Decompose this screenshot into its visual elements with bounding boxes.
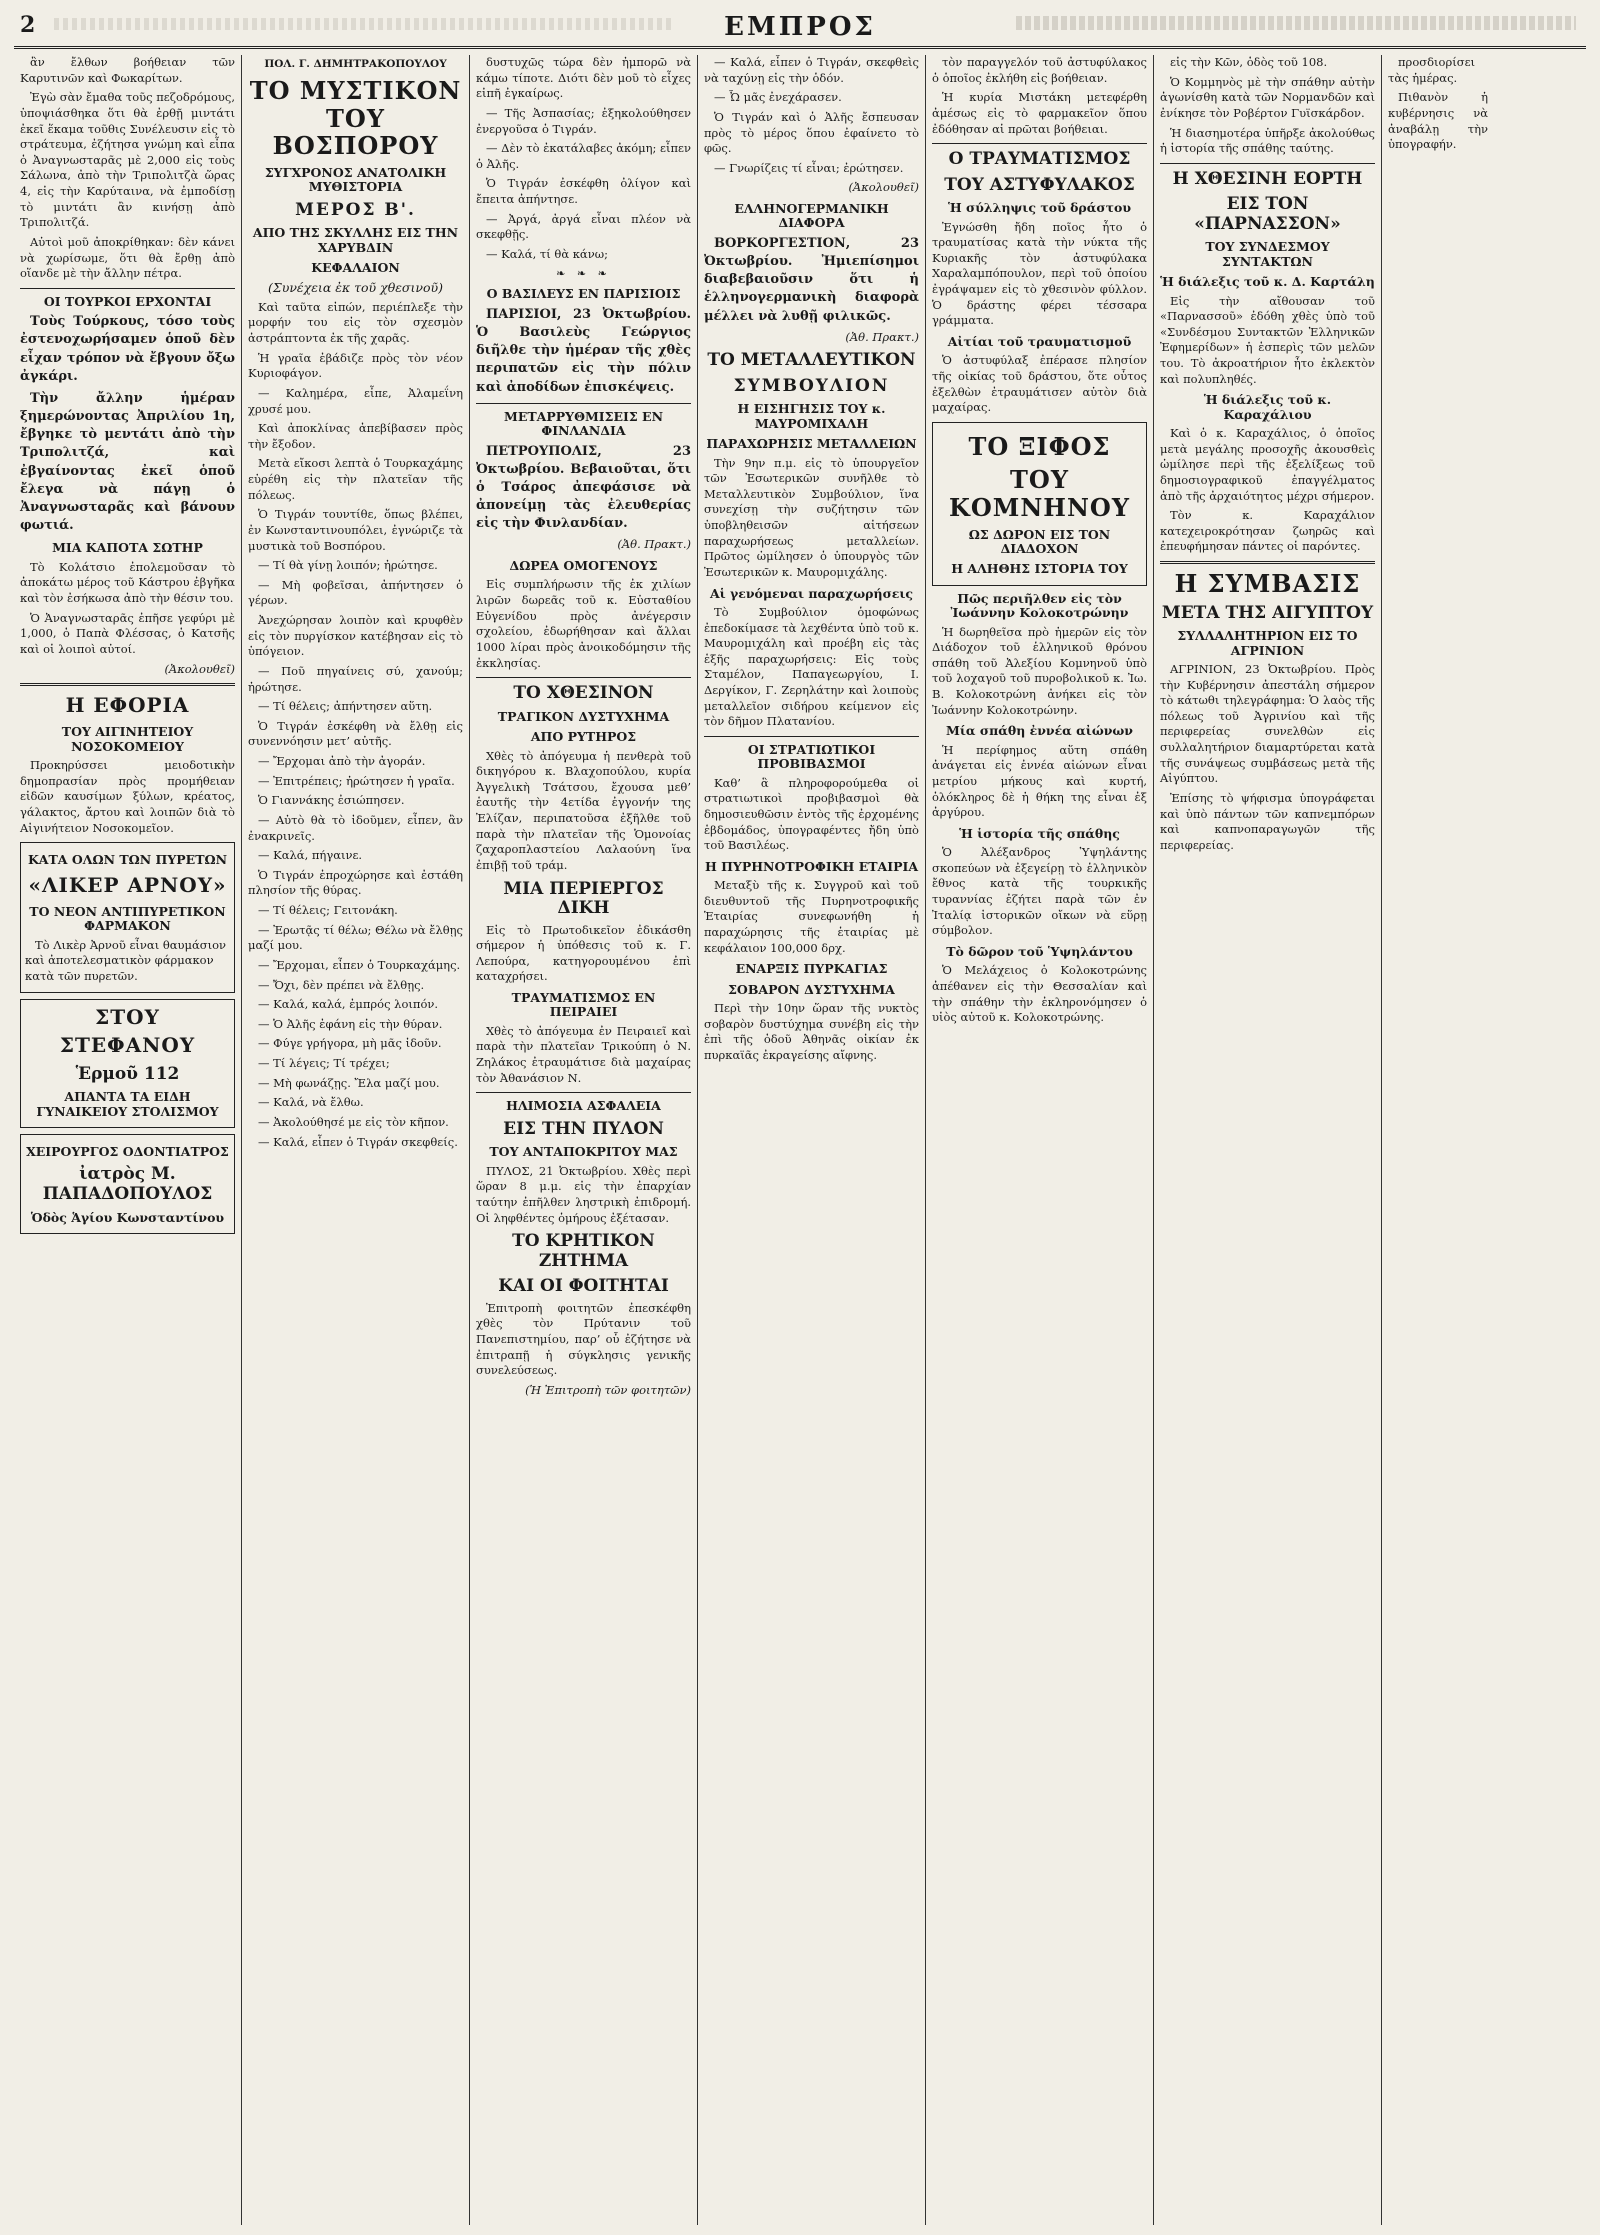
paragraph: — Μὴ φωνάζῃς. Ἔλα μαζί μου.	[258, 1075, 440, 1090]
section-subheading: ΤΟΥ ΑΝΤΑΠΟΚΡΙΤΟΥ ΜΑΣ	[489, 1144, 678, 1160]
paragraph: Μεταξὺ τῆς κ. Συγγροῦ καὶ τοῦ διευθυντοῦ τῆς Πυρηνοτροφικῆς Ἑταιρίας συνεφωνήθη ἡ παραχώρησις τῆς ἑταιρίας μὲ κεφάλαιον 100,000 δρχ.	[704, 878, 919, 955]
paragraph: — Τί θέλεις; Γειτονάκη.	[258, 903, 398, 918]
paragraph: — Αὐτὸ θὰ τὸ ἰδοῦμεν, εἶπεν, ἂν ἐνακρινεῖς.	[248, 812, 463, 843]
divider	[704, 736, 919, 737]
serial-part-subtitle: ΑΠΟ ΤΗΣ ΣΚΥΛΛΗΣ ΕΙΣ ΤΗΝ ΧΑΡΥΒΔΙΝ	[252, 225, 459, 255]
section-heading: Ο ΒΑΣΙΛΕΥΣ ΕΝ ΠΑΡΙΣΙΟΙΣ	[486, 286, 681, 302]
ad-text: Ὁδὸς Ἁγίου Κωνσταντίνου	[30, 1209, 225, 1225]
section-subheading: Ἡ διάλεξις τοῦ κ. Δ. Καρτάλη	[1160, 274, 1375, 290]
ornament-divider: ❧ ❧ ❧	[556, 266, 611, 280]
continued-note: (Ἀκολουθεῖ)	[164, 661, 235, 676]
section-heading: ΜΕΤΑ ΤΗΣ ΑΙΓΥΠΤΟΥ	[1161, 602, 1374, 623]
headline-box	[932, 422, 1147, 586]
paragraph: ΠΥΛΟΣ, 21 Ὀκτωβρίου. Χθὲς περὶ ὥραν 8 μ.μ. εἰς τὴν ἐπαρχίαν ταύτην ἐπῆλθεν ληστρικὴ ἐπιδρομή. Οἱ ληφθέντες ὁμήρους ἐξέτασαν.	[476, 1163, 691, 1225]
paragraph: — Τί λέγεις; Τί τρέχει;	[258, 1056, 390, 1071]
bold-paragraph: ΠΕΤΡΟΥΠΟΛΙΣ, 23 Ὀκτωβρίου. Βεβαιοῦται, ὅτι ὁ Τσάρος ἀπεφάσισε νὰ ἀπονείμῃ τὰς ἐλευθερίας εἰς τὴν Φινλανδίαν.	[476, 443, 691, 532]
divider	[932, 143, 1147, 144]
paragraph: — Δὲν τὸ ἐκατάλαβες ἀκόμη; εἶπεν ὁ Ἀλῆς.	[476, 141, 691, 171]
paragraph: Ἡ διασημοτέρα ὑπῆρξε ἀκολούθως ἡ ἱστορία τῆς σπάθης ταύτης.	[1160, 125, 1375, 156]
paragraph: Πιθανὸν ἡ κυβέρνησις νὰ ἀναβάλῃ τὴν ὑπογραφήν.	[1388, 90, 1488, 152]
paragraph: Τὴν 9ην π.μ. εἰς τὸ ὑπουργεῖον τῶν Ἐσωτερικῶν συνῆλθε τὸ Μεταλλευτικὸν Συμβούλιον, ἵνα συνεχίσῃ τὴν συζήτησιν τῶν ὑποβληθεισῶν αἰτήσεων παραχωρήσεως μεταλλείων. Πρῶτος ὡμίλησεν ὁ ὑπουργὸς τῶν Ἐσωτερικῶν κ. Μαυρομιχάλης.	[704, 455, 919, 579]
section-subheading: ΚΑΙ ΟΙ ΦΟΙΤΗΤΑΙ	[498, 1276, 669, 1297]
masthead	[14, 8, 1586, 49]
paragraph: εἰς τὴν Κῶν, ὁδὸς τοῦ 108.	[1170, 55, 1328, 69]
section-heading: ΜΙΑ ΠΕΡΙΕΡΓΟΣ ΔΙΚΗ	[503, 878, 664, 919]
paragraph: — Καλά, νὰ ἔλθω.	[258, 1095, 364, 1110]
faded-header-text-right	[1016, 16, 1576, 30]
paragraph: Ἀνεχώρησαν λοιπὸν καὶ κρυφθὲν εἰς τὸν πυργίσκον κατέβησαν εἰς τὸ ὑπόγειον.	[248, 613, 463, 659]
paragraph: Καὶ ὁ κ. Καραχάλιος, ὁ ὁποῖος μετὰ μεγάλης προσοχῆς ἀκουσθεὶς ὡμίλησε περὶ τῆς ἐξελίξεως τοῦ δημοσιογραφικοῦ ἐπαγγέλματος ἀπὸ τῆς ἀρχαιότητος μέχρι σήμερον.	[1160, 426, 1375, 503]
paragraph: ΑΓΡΙΝΙΟΝ, 23 Ὀκτωβρίου. Πρὸς τὴν Κυβέρνησιν ἀπεστάλη σήμερον τὸ κάτωθι τηλεγράφημα: Ὁ λαὸς τῆς πόλεως τοῦ Ἀγρινίου καὶ τῆς περιφερείας συνελθὼν εἰς συλλαλητήριον διαμαρτύρεται κατὰ τῆς συνάψεως συμβάσεως μετὰ τῆς Αἰγύπτου.	[1160, 661, 1375, 786]
paragraph: Καὶ ἀποκλίνας ἀπεβίβασεν πρὸς τὴν ἔξοδον.	[248, 421, 463, 451]
section-subheading: ΠΑΡΑΧΩΡΗΣΙΣ ΜΕΤΑΛΛΕΙΩΝ	[706, 436, 917, 452]
section-subheading: ΩΣ ΔΩΡΟΝ ΕΙΣ ΤΟΝ ΔΙΑΔΟΧΟΝ	[968, 526, 1111, 556]
ad-address: Ἑρμοῦ 112	[75, 1063, 180, 1084]
section-subheading: Η ΑΛΗΘΗΣ ΙΣΤΟΡΙΑ ΤΟΥ	[951, 561, 1128, 577]
paragraph: Ὁ Γιαννάκης ἐσιώπησεν.	[258, 793, 405, 808]
paragraph: — Ὄχι, δὲν πρέπει νὰ ἔλθῃς.	[258, 977, 425, 992]
column-2	[242, 55, 470, 2225]
paragraph: προσδιορίσει τὰς ἡμέρας.	[1388, 55, 1476, 85]
section-subheading: ΤΟΥ ΣΥΝΔΕΣΜΟΥ ΣΥΝΤΑΚΤΩΝ	[1205, 239, 1330, 269]
paragraph: — Ἔρχομαι ἀπὸ τὴν ἀγοράν.	[258, 754, 426, 769]
paragraph: Ὁ Τιγράν ἐσκέφθη νὰ ἔλθῃ εἰς συνεννόησιν μετ’ αὐτῆς.	[248, 718, 463, 749]
ad-box-liker	[20, 842, 235, 993]
paragraph: — Ἔρχομαι, εἶπεν ὁ Τουρκαχάμης.	[258, 957, 461, 972]
section-subheading: ΕΙΣ ΤΗΝ ΠΥΛΟΝ	[503, 1118, 664, 1139]
serial-title: ΤΟ ΜΥΣΤΙΚΟΝ ΤΟΥ ΒΟΣΠΟΡΟΥ	[249, 76, 462, 161]
paragraph: Ἐπίσης τὸ ψήφισμα ὑπογράφεται καὶ ὑπὸ πάντων τῶν καπνεμπόρων καὶ καπνοπαραγωγῶν τῆς περιφερείας.	[1160, 790, 1375, 852]
paragraph: — Ἐπιτρέπεις; ἠρώτησεν ἡ γραῖα.	[258, 773, 455, 788]
paragraph: — Ἀκολούθησέ με εἰς τὸν κῆπον.	[258, 1114, 449, 1129]
paragraph: Τὸ Κολάτσιο ἐπολεμοῦσαν τὸ ἀποκάτω μέρος τοῦ Κάστρου ἐβγῆκα καὶ τὸν ἐσήκωσα ἀπὸ τὴν θέσιν του.	[20, 559, 235, 605]
column-6	[1154, 55, 1382, 2225]
serial-chapter: ΚΕΦΑΛΑΙΟΝ	[311, 260, 400, 276]
section-heading: ΤΟ ΚΡΗΤΙΚΟΝ ΖΗΤΗΜΑ	[512, 1231, 655, 1271]
paragraph: τὸν παραγγελόν τοῦ ἀστυφύλακος ὁ ὁποῖος ἐκλήθη εἰς βοήθειαν.	[932, 55, 1147, 85]
section-subheading: Ἡ σύλληψις τοῦ δράστου	[948, 200, 1131, 216]
column-7	[1382, 55, 1494, 2225]
paragraph: — Ὁ Ἀλῆς ἐφάνη εἰς τὴν θύραν.	[258, 1016, 443, 1031]
ad-product-name: «ΛΙΚΕΡ ΑΡΝΟΥ»	[28, 872, 227, 897]
paragraph: ἂν ἔλθων βοήθειαν τῶν Καρυτινῶν καὶ Φωκαρίτων.	[20, 55, 235, 85]
paragraph: — Τῆς Ἀσπασίας; ἐξηκολούθησεν ἐνεργοῦσα ὁ Τιγράν.	[476, 105, 691, 136]
serial-subtitle: ΣΥΓΧΡΟΝΟΣ ΑΝΑΤΟΛΙΚΗ ΜΥΘΙΣΤΟΡΙΑ	[264, 165, 447, 195]
divider	[476, 677, 691, 678]
section-subheading: Αἰτίαι τοῦ τραυματισμοῦ	[947, 333, 1132, 349]
bold-paragraph: Τὴν ἄλλην ἡμέραν ξημερώνοντας Ἀπριλίου 1η, ἔβγηκε τὸ μεντάτι ἀπὸ τὴν Τριπολιτζά, καὶ ἐβγαίνοντας ἐκεῖ ὁποῦ ἔλεγα νὰ πάγῃ ὁ Ἀναγνωσταρᾶς καὶ βάνουν φωτιά.	[20, 390, 235, 534]
section-heading: ΣΥΜΒΟΥΛΙΟΝ	[733, 375, 890, 396]
paragraph: — Ποῦ πηγαίνεις σύ, χανούμ; ἠρώτησε.	[248, 663, 463, 694]
paragraph: — Γνωρίζεις τί εἶναι; ἐρώτησεν.	[714, 160, 904, 175]
paragraph: — Τί θὰ γίνῃ λοιπόν; ἠρώτησε.	[258, 558, 438, 573]
paragraph: — Καλά, τί θὰ κάνω;	[486, 246, 608, 261]
paragraph: — Ὦ μᾶς ἐνεχάρασεν.	[714, 90, 842, 105]
column-1	[14, 55, 242, 2225]
bold-paragraph: ΒΟΡΚΟΡΓΕΣΤΙΟΝ, 23 Ὀκτωβρίου. Ἠμιεπίσημοι διαβεβαιοῦσιν ὅτι ἡ ἑλληνογερμανικὴ διαφορὰ μέλλει νὰ λυθῇ φιλικῶς.	[704, 235, 919, 324]
ad-title: ΚΑΤΑ ΟΛΩΝ ΤΩΝ ΠΥΡΕΤΩΝ	[27, 852, 228, 868]
paragraph: Ὁ Τιγράν ἐσκέφθη ὀλίγον καὶ ἔπειτα ἀπήντησε.	[476, 176, 691, 206]
ad-title: ΣΤΟΥ ΣΤΕΦΑΝΟΥ	[59, 1005, 196, 1057]
ad-title: Η ΕΦΟΡΙΑ	[65, 693, 190, 718]
ad-subtitle: ΤΟΥ ΑΙΓΙΝΗΤΕΙΟΥ ΝΟΣΟΚΟΜΕΙΟΥ	[61, 724, 194, 754]
column-4	[698, 55, 926, 2225]
section-subheading: ΤΡΑΓΙΚΟΝ ΔΥΣΤΥΧΗΜΑ	[497, 708, 670, 724]
paragraph: Ἐγνώσθη ἤδη ποῖος ἦτο ὁ τραυματίσας κατὰ τὴν νύκτα τῆς Κυριακῆς τὸν ἀστυφύλακα Χαραλαμπόπουλον, περὶ τοῦ ὁποίου ἐγράψαμεν εἰς τὸ χθεσινὸν φύλλον. Ὁ δράστης φέρει τέσσαρα γράμματα.	[932, 219, 1147, 328]
section-subheading: Ἡ ἱστορία τῆς σπάθης	[959, 825, 1120, 841]
paragraph: Ἡ κυρία Μιστάκη μετεφέρθη ἀμέσως εἰς τὸ φαρμακεῖον ὅπου ἐδόθησαν αἱ πρῶται βοήθειαι.	[932, 90, 1147, 136]
section-heading: ΗΛΙΜΟΣΙΑ ΑΣΦΑΛΕΙΑ	[506, 1098, 661, 1114]
column-5	[926, 55, 1154, 2225]
section-subheading: Τὸ δῶρον τοῦ Ὑψηλάντου	[946, 943, 1133, 959]
paragraph: Εἰς τὴν αἴθουσαν τοῦ «Παρνασσοῦ» ἐδόθη χθὲς ὑπὸ τοῦ «Συνδέσμου Συντακτῶν Ἑλληνικῶν Ἐφημερίδων» ἡ ἑσπερὶς τῶν μελῶν του. Τὸ ἀκροατήριον ἦτο ἐκλεκτὸν καὶ πολυπληθές.	[1160, 293, 1375, 386]
continuation-note: (Συνέχεια ἐκ τοῦ χθεσινοῦ)	[268, 280, 443, 296]
paragraph: — Φύγε γρήγορα, μὴ μᾶς ἰδοῦν.	[258, 1036, 442, 1051]
columns	[14, 55, 1586, 2225]
section-subheading: Πῶς περιῆλθεν εἰς τὸν Ἰωάννην Κολοκοτρώνην	[950, 590, 1129, 621]
section-subheading: ΑΠΟ ΡΥΤΗΡΟΣ	[530, 729, 637, 745]
section-subheading: Ἡ διάλεξις τοῦ κ. Καραχάλιου	[1203, 392, 1332, 422]
paragraph: Ἡ γραῖα ἐβάδιζε πρὸς τὸν νέον Κυριοφάγον.	[248, 350, 463, 381]
section-subheading: ΣΟΒΑΡΟΝ ΔΥΣΤΥΧΗΜΑ	[728, 981, 895, 997]
paragraph: Μετὰ εἴκοσι λεπτὰ ὁ Τουρκαχάμης εὑρέθη εἰς τὴν πλατεῖαν τῆς πόλεως.	[248, 456, 463, 502]
paragraph: δυστυχῶς τώρα δὲν ἠμπορῶ νὰ κάμω τίποτε. Διότι δὲν μοῦ τὸ εἶχες εἰπῆ ἐγκαίρως.	[476, 55, 691, 101]
ad-box-dentist	[20, 1134, 235, 1234]
divider	[1160, 163, 1375, 164]
paragraph: — Καλά, εἶπεν ὁ Τιγράν σκεφθείς.	[258, 1134, 458, 1149]
section-heading: ΟΙ ΤΟΥΡΚΟΙ ΕΡΧΟΝΤΑΙ	[43, 293, 212, 309]
divider	[20, 683, 235, 686]
paragraph: — Ἀργά, ἀργά εἶναι πλέον νὰ σκεφθῇς.	[476, 211, 691, 242]
paragraph: Ὁ Ἀλέξανδρος Ὑψηλάντης σκοπεύων νὰ ἐξεγείρῃ τὸ ἑλληνικὸν ἔθνος κατὰ τῆς τουρκικῆς τυραννίας ἐζήτει παρὰ τῶν ἐν Ἰταλίᾳ ἱστορικῶν οἴκων νὰ εὕρῃ σύμβολον.	[932, 845, 1147, 938]
section-subheading: ΣΥΛΛΑΛΗΤΗΡΙΟΝ ΕΙΣ ΤΟ ΑΓΡΙΝΙΟΝ	[1177, 628, 1358, 658]
ad-text: ΑΠΑΝΤΑ ΤΑ ΕΙΔΗ ΓΥΝΑΙΚΕΙΟΥ ΣΤΟΛΙΣΜΟΥ	[36, 1089, 219, 1119]
paragraph: Ὁ ἀστυφύλαξ ἐπέρασε πλησίον τῆς οἰκίας τοῦ δράστου, ὅτε οὗτος ἐξελθὼν ἐτραυμάτισεν αὐτὸν διὰ μαχαίρας.	[932, 353, 1147, 415]
paragraph: Ἐγὼ σὰν ἔμαθα τοῦς πεζοδρόμους, ὑποψιάσθηκα ὅτι θὰ ἐρθῇ μιντάτι ἐκεῖ ἕκαμα τοῦθις Συνέλευσιν εἰς τὸ στράτευμα, ἐζήτησα γνώμη καὶ εἶπα ὁ Ἀναγνωσταρᾶς μὲ 2,000 εἰς τοὺς Σάλωνα, ἀπὸ τὴν Τριπολιτζὰ ὥρας 4, εἰς τὴν Καρύταινα, νὰ ἐμποδίσῃ τὸ μιντάτι ἂν κινήσῃ ἀπὸ Τριπολιτζά.	[20, 90, 235, 230]
serial-part: ΜΕΡΟΣ Β'.	[295, 199, 416, 220]
section-heading: ΤΟ ΜΕΤΑΛΛΕΥΤΙΚΟΝ	[707, 350, 916, 371]
paragraph: Χθὲς τὸ ἀπόγευμα ἡ πενθερὰ τοῦ δικηγόρου κ. Βλαχοπούλου, κυρία Ἀγγελικὴ Τσάτσου, ἔχουσα μεθ’ ἑαυτῆς τὴν 4ετίδα ἐγγονήν της Ἐλίζαν, περιπατοῦσα ἐξῆλθε τοῦ παρὰ τὴν πλατεῖαν τῆς Ὁμονοίας ζαχαροπλαστείου Λαλαούνη ἵνα ἐπιβῇ τοῦ τράμ.	[476, 748, 691, 872]
paragraph: Καθ’ ἃ πληροφορούμεθα οἱ στρατιωτικοὶ προβιβασμοὶ θὰ δημοσιευθῶσιν ἐντὸς τῆς ἐρχομένης ἑβδομάδος, ὑπογραφέντες ἤδη ὑπὸ τοῦ Βασιλέως.	[704, 775, 919, 853]
paragraph: Ὁ Τιγράν καὶ ὁ Ἀλῆς ἔσπευσαν πρὸς τὸ μέρος ὅπου ἐφαίνετο τὸ φῶς.	[704, 109, 919, 156]
section-heading: ΜΙΑ ΚΑΠΟΤΑ ΣΩΤΗΡ	[52, 540, 203, 556]
paragraph: Εἰς τὸ Πρωτοδικεῖον ἐδικάσθη σήμερον ἡ ὑπόθεσις τοῦ κ. Γ. Λεπούρα, κατηγορουμένου ἐπὶ καταχρήσει.	[476, 922, 691, 984]
paragraph: Τὸ Συμβούλιον ὁμοφώνως ἐπεδοκίμασε τὰ λεχθέντα ὑπὸ τοῦ κ. Μαυρομιχάλη καὶ προέβη εἰς τὰς ἑξῆς παραχωρήσεις: Εἰς τοὺς Σταμέλον, Παπαγεωργίου, Ι. Δεργίκον, Γ. Ζερηλάτην καὶ λοιποὺς μεταλλεῖον σιδήρου κείμενον εἰς τὸν δῆμον Πλατανίου.	[704, 604, 919, 729]
section-heading: ΜΕΤΑΡΡΥΘΜΙΣΕΙΣ ΕΝ ΦΙΝΛΑΝΔΙΑ	[503, 408, 663, 439]
bold-paragraph: Τοὺς Τούρκους, τόσο τοὺς ἐστενοχωρήσαμεν ὁποῦ δὲν εἶχαν τρόπον νὰ ἔβγουν ὄξω ἀγκάρι.	[20, 314, 235, 384]
divider	[476, 403, 691, 404]
paragraph: — Καλημέρα, εἶπε, Ἀλαμεΐνη χρυσέ μου.	[248, 385, 463, 416]
ad-name: ἰατρὸς Μ. ΠΑΠΑΔΟΠΟΥΛΟΣ	[42, 1164, 213, 1204]
serial-author: ΠΟΛ. Γ. ΔΗΜΗΤΡΑΚΟΠΟΥΛΟΥ	[264, 58, 447, 70]
paragraph: Ἡ περίφημος αὕτη σπάθη ἀνάγεται εἰς ἐννέα αἰώνων εἶναι μετρίου μήκους καὶ κυρτή, ὁλόκληρος δὲ ἡ θήκη της εἶναι ἐξ ἀργύρου.	[932, 742, 1147, 820]
paragraph: Ὁ Τιγράν τουντίθε, ὅπως βλέπει, ἐν Κωνσταντινουπόλει, ἐγνώριζε τὰ μυστικὰ τοῦ Βοσπόρου.	[248, 507, 463, 553]
paragraph: Ὁ Μελάχειος ὁ Κολοκοτρώνης ἀπέθανεν εἰς τὴν Θεσσαλίαν καὶ τὴν σπάθην τὴν ἐκληρονόμησεν ὁ υἱὸς αὐτοῦ κ. Κολοκοτρώνης.	[932, 963, 1147, 1025]
section-heading: Η ΠΥΡΗΝΟΤΡΟΦΙΚΗ ΕΤΑΙΡΙΑ	[704, 858, 919, 874]
section-heading: Η ΧΘΕΣΙΝΗ ΕΟΡΤΗ	[1172, 168, 1363, 189]
paragraph: Περὶ τὴν 10ην ὥραν τῆς νυκτὸς σοβαρὸν δυστύχημα συνέβη εἰς τὴν ἐπὶ τῆς ὁδοῦ Ἀθηνᾶς οἰκίαν ἐκ πυρκαϊᾶς ἐκραγείσης αἴφνης.	[704, 1001, 919, 1062]
bold-paragraph: ΠΑΡΙΣΙΟΙ, 23 Ὀκτωβρίου. Ὁ Βασιλεὺς Γεώργιος διῆλθε τὴν ἡμέραν τῆς χθὲς περιπατῶν εἰς τὴν πόλιν καὶ ἀποδίδων ἐπισκέψεις.	[476, 306, 691, 395]
section-heading: ΤΟΥ ΑΣΤΥΦΥΛΑΚΟΣ	[944, 174, 1135, 195]
paragraph: — Ἐρωτᾷς τί θέλω; Θέλω νὰ ἔλθῃς μαζί μου.	[248, 922, 463, 953]
divider	[20, 288, 235, 289]
section-heading: ΤΟ ΧΘΕΣΙΝΟΝ	[513, 683, 654, 704]
section-heading: ΕΝΑΡΞΙΣ ΠΥΡΚΑΓΙΑΣ	[735, 961, 888, 977]
section-heading: ΔΩΡΕΑ ΟΜΟΓΕΝΟΥΣ	[509, 558, 658, 574]
section-heading: ΤΟ ΞΙΦΟΣ	[968, 431, 1111, 461]
paragraph: — Καλά, καλά, ἐμπρός λοιπόν.	[258, 997, 439, 1012]
paragraph: Εἰς συμπλήρωσιν τῆς ἐκ χιλίων λιρῶν δωρεᾶς τοῦ κ. Εὐσταθίου Εὐγενίδου πρὸς ἀνέγερσιν σχολείου, ἐδωρήθησαν καὶ ἄλλαι 1000 λίραι πρὸς ἀνοικοδόμησιν τῆς ἐκκλησίας.	[476, 577, 691, 670]
paragraph: Ὁ Κομμηνὸς μὲ τὴν σπάθην αὐτὴν ἀγωνίσθη κατὰ τῶν Νορμανδῶν καὶ ἐνίκησε τὸν Ροβέρτον Γυϊσκάρδον.	[1160, 74, 1375, 120]
page-number: 2	[20, 12, 36, 38]
faded-header-text-left	[54, 18, 674, 30]
section-heading: Ο ΤΡΑΥΜΑΤΙΣΜΟΣ	[948, 149, 1131, 170]
paragraph: Χθὲς τὸ ἀπόγευμα ἐν Πειραιεῖ καὶ παρὰ τὴν πλατεῖαν Τρικούπη ὁ Ν. Ζηλάκος ἐτραυμάτισε διὰ μαχαίρας τὸν Ἀθανάσιον Ν.	[476, 1023, 691, 1085]
paragraph: — Καλά, πήγαινε.	[258, 848, 363, 863]
section-heading: ΕΛΛΗΝΟΓΕΡΜΑΝΙΚΗ ΔΙΑΦΟΡΑ	[734, 201, 889, 231]
section-heading: ΤΟΥ ΚΟΜΝΗΝΟΥ	[949, 465, 1130, 523]
paragraph: Αὐτοὶ μοῦ ἀποκρίθηκαν: δὲν κάνει νὰ χωρίσωμε, ὅτι θὰ ἔρθῃ ἀπὸ οἵανδε μὲ τὴν ἄλλην πέτρα.	[20, 234, 235, 281]
source-note: (Ἀθ. Πρακτ.)	[845, 329, 919, 344]
paragraph: Ὁ Τιγράν ἐπροχώρησε καὶ ἐστάθη πλησίον τῆς θύρας.	[248, 867, 463, 898]
paragraph: Ὁ Ἀναγνωσταρᾶς ἐπῆσε γεφύρι μὲ 1,000, ὁ Παπὰ Φλέσσας, ὁ Κατσῆς καὶ οἱ λοιποὶ αὐτοί.	[20, 610, 235, 656]
section-heading: Η ΣΥΜΒΑΣΙΣ	[1174, 569, 1361, 599]
divider	[1160, 561, 1375, 564]
section-subheading: Η ΕΙΣΗΓΗΣΙΣ ΤΟΥ κ. ΜΑΥΡΟΜΙΧΑΛΗ	[737, 401, 886, 431]
section-subheading: Αἱ γενόμεναι παραχωρήσεις	[709, 585, 914, 601]
paragraph: — Τί θέλεις; ἀπήντησεν αὕτη.	[258, 699, 433, 714]
paragraph: — Καλά, εἶπεν ὁ Τιγράν, σκεφθεὶς νὰ ταχύνῃ εἰς τὴν ὁδόν.	[704, 55, 919, 85]
paragraph: Ἡ δωρηθεῖσα πρὸ ἡμερῶν εἰς τὸν Διάδοχον τοῦ ἑλληνικοῦ θρόνου σπάθη τοῦ Ἀλεξίου Κομνηνοῦ ὑπὸ τοῦ λοχαγοῦ τοῦ πυροβολικοῦ κ. Ἰω. Β. Κολοκοτρώνη ἀνήκει εἰς τὸν Ἰωάννην Κολοκοτρώνην.	[932, 624, 1147, 717]
divider	[476, 1092, 691, 1093]
ad-title: ΧΕΙΡΟΥΡΓΟΣ ΟΔΟΝΤΙΑΤΡΟΣ	[26, 1144, 229, 1160]
ad-subtitle: ΤΟ ΝΕΟΝ ΑΝΤΙΠΥΡΕΤΙΚΟΝ ΦΑΡΜΑΚΟΝ	[29, 903, 226, 934]
section-subheading: Μία σπάθη ἐννέα αἰώνων	[946, 723, 1133, 739]
continued-note: (Ἀκολουθεῖ)	[848, 180, 919, 195]
source-note: (Ἡ Ἐπιτροπὴ τῶν φοιτητῶν)	[525, 1382, 691, 1397]
paragraph: — Μὴ φοβεῖσαι, ἀπήντησεν ὁ γέρων.	[248, 577, 463, 608]
paragraph: Ἐπιτροπὴ φοιτητῶν ἐπεσκέφθη χθὲς τὸν Πρύτανιν τοῦ Πανεπιστημίου, παρ’ οὗ ἐζήτησε νὰ ἐπιτραπῇ ἡ σύγκλησις γενικῆς συνελεύσεως.	[476, 1300, 691, 1378]
newspaper-title: ΕΜΠΡΟΣ	[724, 12, 876, 42]
section-heading: ΤΡΑΥΜΑΤΙΣΜΟΣ ΕΝ ΠΕΙΡΑΙΕΙ	[511, 990, 656, 1020]
section-heading: ΕΙΣ ΤΟΝ «ΠΑΡΝΑΣΣΟΝ»	[1194, 194, 1341, 234]
section-heading: ΟΙ ΣΤΡΑΤΙΩΤΙΚΟΙ ΠΡΟΒΙΒΑΣΜΟΙ	[747, 741, 876, 772]
ad-box-stefanou	[20, 999, 235, 1128]
column-3	[470, 55, 698, 2225]
paragraph: Καὶ ταῦτα εἰπών, περιέπλεξε τὴν μορφήν του εἰς τὸν σχεσμὸν ἀστράπτοντα ἐκ τῆς χαρᾶς.	[248, 299, 463, 346]
ad-text: Προκηρύσσει μειοδοτικὴν δημοπρασίαν πρὸς προμήθειαν εἰδῶν καυσίμων ξύλων, κρέατος, γάλακτος, ἄρτου καὶ λοιπῶν διὰ τὸ Αἰγινήτειον Νοσοκομεῖον.	[20, 758, 235, 835]
ad-text: Τὸ Λικὲρ Ἀρνοῦ εἶναι θαυμάσιον καὶ ἀποτελεσματικὸν φάρμακον κατὰ τῶν πυρετῶν.	[25, 937, 227, 983]
source-note: (Ἀθ. Πρακτ.)	[617, 537, 691, 552]
paragraph: Τὸν κ. Καραχάλιον κατεχειροκρότησαν ζωηρῶς καὶ ἐπευφήμησαν πάντες οἱ παρόντες.	[1160, 508, 1375, 554]
